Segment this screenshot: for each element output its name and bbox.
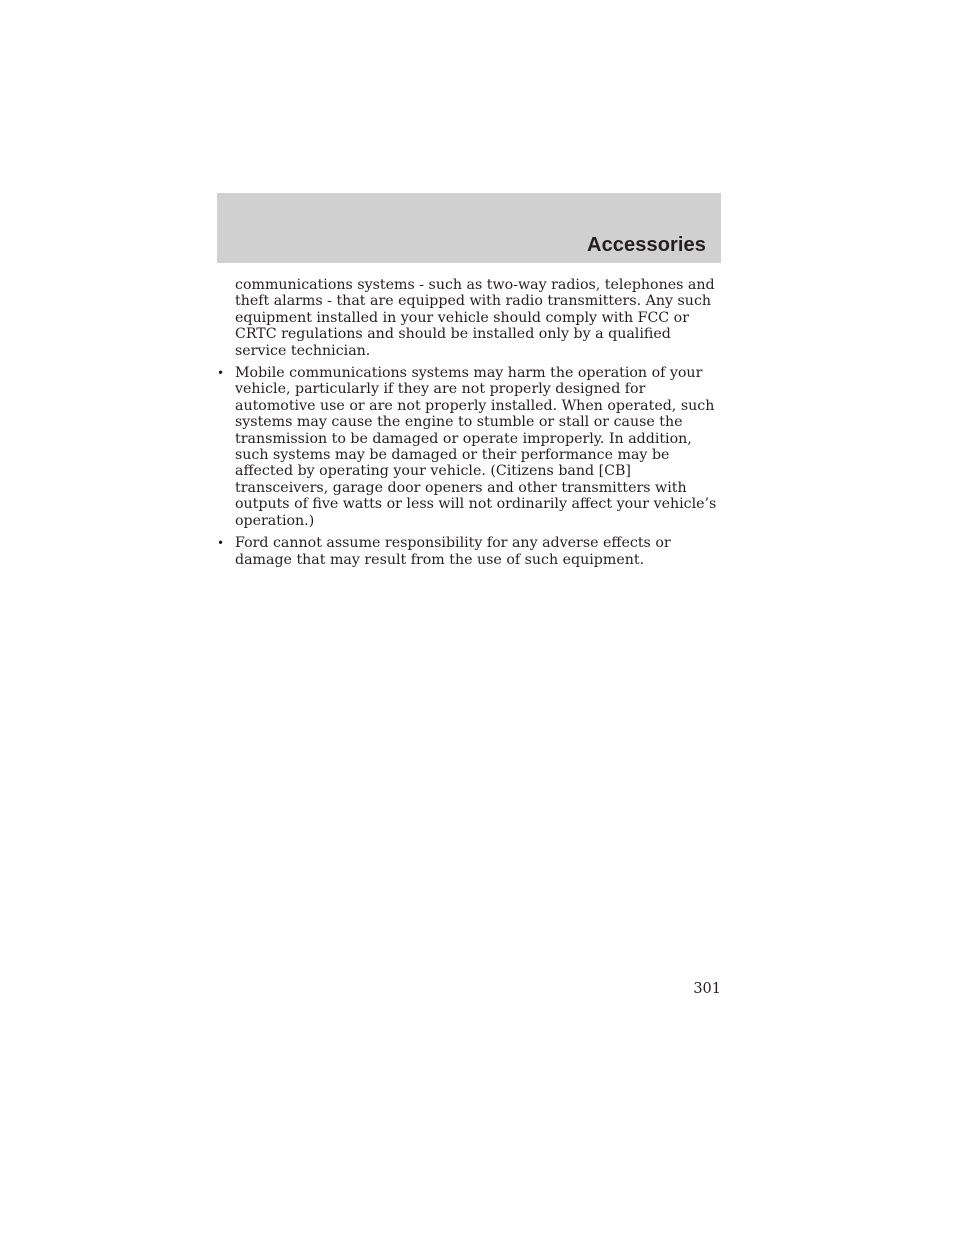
bullet-icon: • (217, 536, 225, 551)
list-item (217, 365, 721, 529)
bullet-text: Ford cannot assume responsibility for any adverse effects or damage that may result from the use of such equipment. (235, 535, 671, 568)
bullet-text: Mobile communications systems may harm the operation of your vehicle, particularly if they are not properly designed for automotive use or are not properly installed. When operated, such systems may cause the engine to stumble or stall or cause the transmission to be damaged or operate improperly. In addition, such systems may be damaged or their performance may be affected by operating your vehicle. (Citizens band [CB] transceivers, garage door openers and other transmitters with outputs of five watts or less will not ordinarily affect your vehicle’s operation.) (235, 365, 717, 529)
intro-paragraph: communications systems - such as two-way radios, telephones and theft alarms - that are equipped with radio transmitters. Any such equipment installed in your vehicle should comply with FCC or CRTC regulations and should be installed only by a qualified service technician. (235, 277, 715, 359)
page-number: 301 (693, 981, 721, 997)
section-title: Accessories (587, 234, 706, 256)
section-header-band (217, 193, 721, 263)
bullet-list (217, 365, 721, 568)
bullet-icon: • (217, 366, 225, 381)
list-item (217, 535, 721, 568)
body-text (217, 277, 721, 574)
